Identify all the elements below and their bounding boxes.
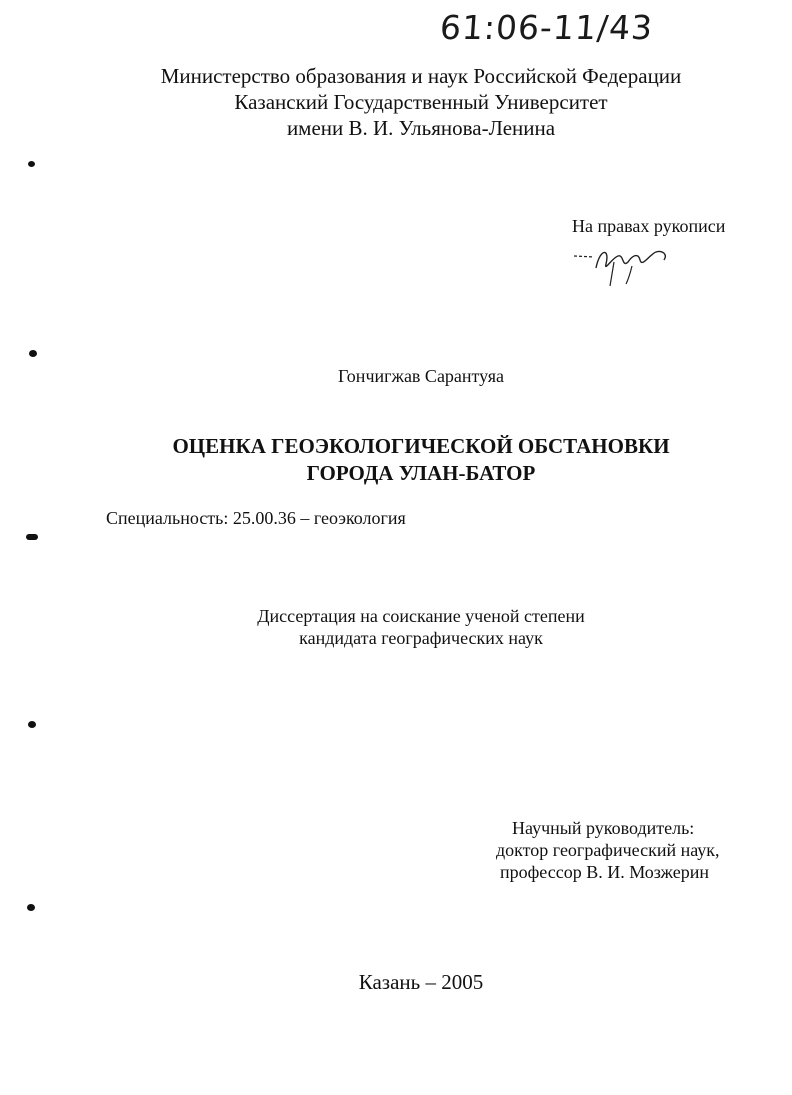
university-line: Казанский Государственный Университет xyxy=(234,90,608,114)
degree-line-2: кандидата географических наук xyxy=(299,628,543,648)
city-year: Казань – 2005 xyxy=(358,970,484,994)
binding-mark xyxy=(27,904,35,911)
supervisor-block xyxy=(496,817,720,883)
binding-mark xyxy=(29,350,37,357)
institution-header xyxy=(0,63,792,141)
university-name-line: имени В. И. Ульянова-Ленина xyxy=(286,116,556,140)
ministry-line: Министерство образования и наук Российской Федерации xyxy=(160,64,682,88)
binding-mark xyxy=(28,721,36,728)
author-name: Гончигжав Сарантуяа xyxy=(337,366,505,386)
supervisor-degree: доктор географический наук, xyxy=(496,840,720,860)
binding-mark xyxy=(28,161,35,167)
archive-number-handwritten: 61:06-11/43 xyxy=(438,8,655,47)
degree-line-1: Диссертация на соискание ученой степени xyxy=(257,606,585,626)
binding-mark xyxy=(26,534,38,540)
dissertation-degree xyxy=(0,605,792,649)
specialty-line: Специальность: 25.00.36 – геоэкология xyxy=(106,508,406,528)
manuscript-note: На правах рукописи xyxy=(572,216,726,236)
supervisor-role: Научный руководитель: xyxy=(512,818,695,838)
title-line-2: ГОРОДА УЛАН-БАТОР xyxy=(306,461,536,485)
supervisor-name: профессор В. И. Мозжерин xyxy=(500,862,710,882)
signature-icon xyxy=(572,240,682,290)
dissertation-title xyxy=(0,433,792,487)
title-line-1: ОЦЕНКА ГЕОЭКОЛОГИЧЕСКОЙ ОБСТАНОВКИ xyxy=(172,434,670,458)
